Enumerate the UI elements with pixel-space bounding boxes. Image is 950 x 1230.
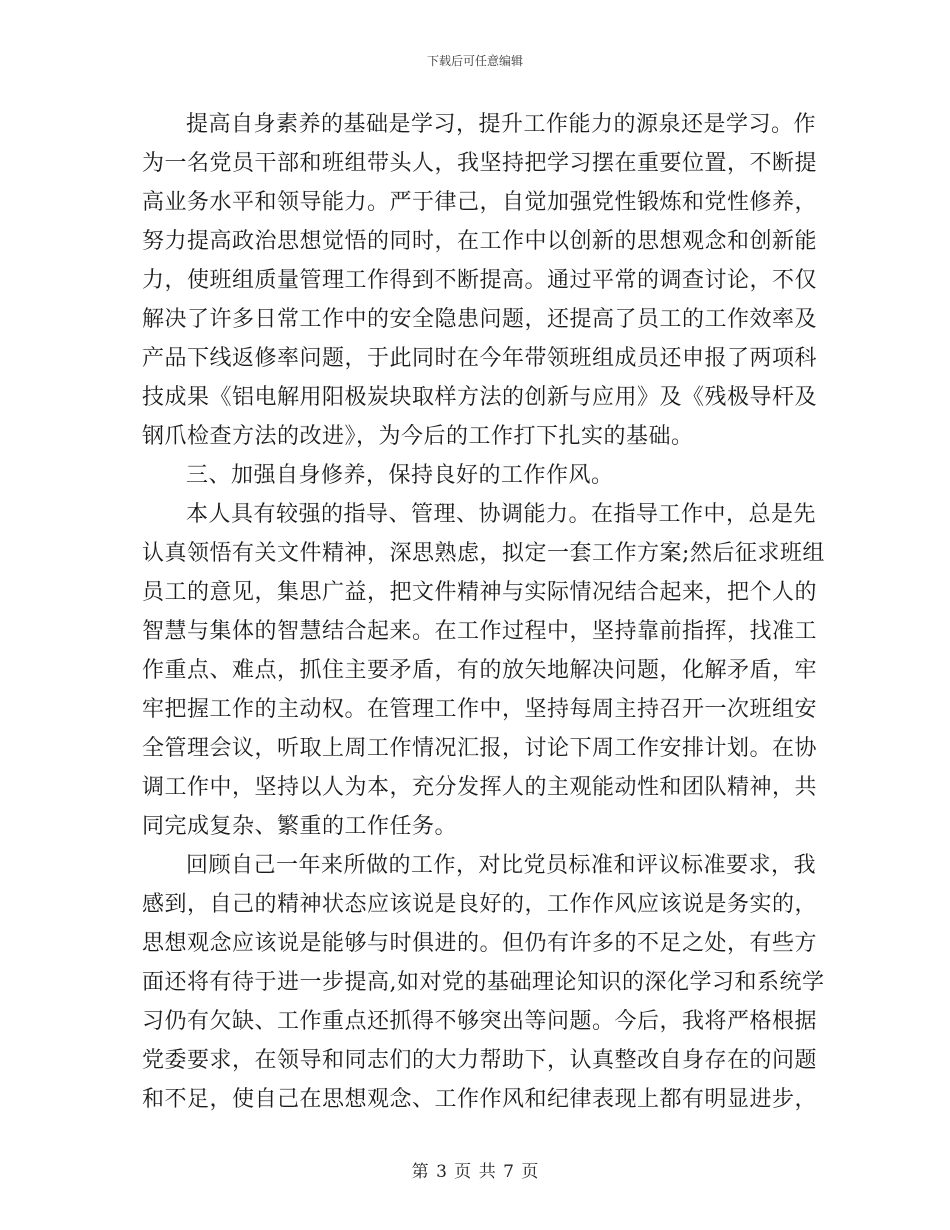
- text-line: 作重点、难点，抓住主要矛盾，有的放矢地解决问题，化解矛盾，牢: [142, 658, 818, 683]
- text-line: 思想观念应该说是能够与时俱进的。但仍有许多的不足之处，有些方: [142, 931, 818, 956]
- text-line: 力，使班组质量管理工作得到不断提高。通过平常的调查讨论，不仅: [142, 268, 818, 293]
- text-line: 同完成复杂、繁重的工作任务。: [142, 814, 458, 839]
- document-body: [142, 105, 825, 1119]
- text-line: 面还将有待于进一步提高,如对党的基础理论知识的深化学习和系统学: [142, 970, 825, 995]
- text-line: 回顾自己一年来所做的工作，对比党员标准和评议标准要求，我: [186, 853, 817, 878]
- text-line: 党委要求，在领导和同志们的大力帮助下，认真整改自身存在的问题: [142, 1048, 818, 1073]
- page-number-footer: 第 3 页 共 7 页: [411, 1162, 539, 1182]
- text-line: 高业务水平和领导能力。严于律己，自觉加强党性锻炼和党性修养，: [142, 190, 818, 215]
- text-line: 本人具有较强的指导、管理、协调能力。在指导工作中，总是先: [186, 502, 817, 527]
- text-line: 智慧与集体的智慧结合起来。在工作过程中，坚持靠前指挥，找准工: [142, 619, 818, 644]
- text-line: 提高自身素养的基础是学习，提升工作能力的源泉还是学习。作: [186, 112, 817, 137]
- text-line: 牢把握工作的主动权。在管理工作中，坚持每周主持召开一次班组安: [142, 697, 818, 722]
- text-line: 努力提高政治思想觉悟的同时，在工作中以创新的思想观念和创新能: [142, 229, 818, 254]
- text-line: 技成果《铝电解用阳极炭块取样方法的创新与应用》及《残极导杆及: [142, 385, 818, 410]
- section-heading: 三、加强自身修养，保持良好的工作作风。: [186, 463, 614, 488]
- text-line: 习仍有欠缺、工作重点还抓得不够突出等问题。今后，我将严格根据: [142, 1009, 818, 1034]
- text-line: 全管理会议，听取上周工作情况汇报，讨论下周工作安排计划。在协: [142, 736, 818, 761]
- text-line: 为一名党员干部和班组带头人，我坚持把学习摆在重要位置，不断提: [142, 151, 818, 176]
- text-line: 员工的意见，集思广益，把文件精神与实际情况结合起来，把个人的: [142, 580, 818, 605]
- text-line: 感到，自己的精神状态应该说是良好的，工作作风应该说是务实的，: [142, 892, 818, 917]
- text-line: 解决了许多日常工作中的安全隐患问题，还提高了员工的工作效率及: [142, 307, 818, 332]
- text-line: 认真领悟有关文件精神，深思熟虑，拟定一套工作方案;然后征求班组: [142, 541, 825, 566]
- text-line: 钢爪检查方法的改进》，为今后的工作打下扎实的基础。: [142, 424, 694, 449]
- page-header: 下载后可任意编辑: [426, 54, 523, 68]
- text-line: 和不足，使自己在思想观念、工作作风和纪律表现上都有明显进步，: [142, 1087, 818, 1112]
- text-line: 调工作中，坚持以人为本，充分发挥人的主观能动性和团队精神，共: [142, 775, 818, 800]
- text-line: 产品下线返修率问题，于此同时在今年带领班组成员还申报了两项科: [142, 346, 818, 371]
